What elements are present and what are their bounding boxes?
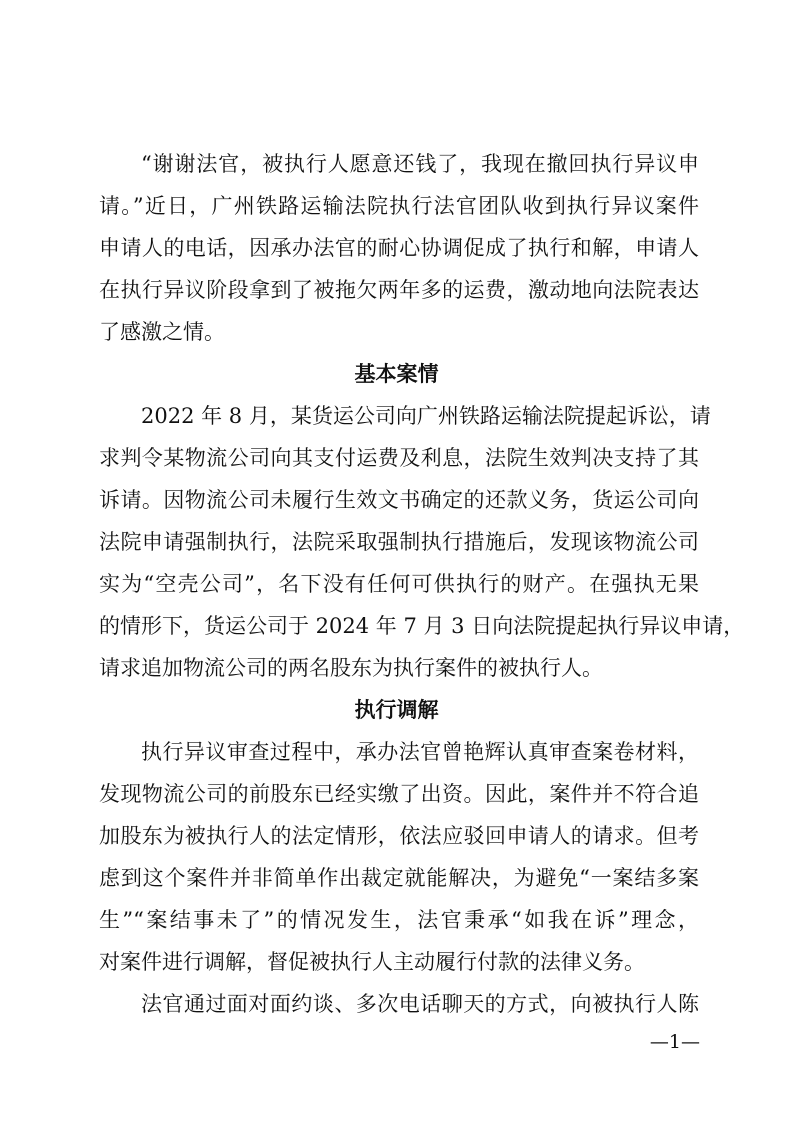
section-heading: 基本案情	[354, 362, 439, 386]
section-heading: 执行调解	[354, 698, 439, 722]
paragraph-line: 执行异议审查过程中，承办法官曾艳辉认真审查案卷材料，	[141, 740, 699, 764]
paragraph-line: 请。”近日，广州铁路运输法院执行法官团队收到执行异议案件	[99, 194, 699, 218]
paragraph-line: 求判令某物流公司向其支付运费及利息，法院生效判决支持了其	[99, 446, 699, 470]
paragraph-line: 了感激之情。	[99, 320, 225, 344]
paragraph-line: 虑到这个案件并非简单作出裁定就能解决，为避免“一案结多案	[99, 866, 699, 890]
paragraph-line: 请求追加物流公司的两名股东为执行案件的被执行人。	[99, 656, 603, 680]
paragraph-line: 诉请。因物流公司未履行生效文书确定的还款义务，货运公司向	[99, 488, 699, 512]
paragraph-line: 发现物流公司的前股东已经实缴了出资。因此，案件并不符合追	[99, 782, 699, 806]
paragraph-line: 对案件进行调解，督促被执行人主动履行付款的法律义务。	[99, 950, 645, 974]
paragraph-line: 实为“空壳公司”，名下没有任何可供执行的财产。在强执无果	[99, 572, 699, 596]
page-number: —1—	[649, 1031, 700, 1053]
paragraph-line: 法官通过面对面约谈、多次电话聊天的方式，向被执行人陈	[141, 992, 699, 1016]
paragraph-line: 申请人的电话，因承办法官的耐心协调促成了执行和解，申请人	[99, 236, 699, 260]
paragraph-line: 的情形下，货运公司于 2024 年 7 月 3 日向法院提起执行异议申请，	[99, 614, 745, 638]
paragraph-line: 法院申请强制执行，法院采取强制执行措施后，发现该物流公司	[99, 530, 699, 554]
paragraph-line: 加股东为被执行人的法定情形，依法应驳回申请人的请求。但考	[99, 824, 699, 848]
paragraph-line: 生”“案结事未了”的情况发生，法官秉承“如我在诉”理念，	[99, 908, 699, 932]
paragraph-line: 2022 年 8 月，某货运公司向广州铁路运输法院提起诉讼，请	[141, 404, 711, 428]
paragraph-line: “谢谢法官，被执行人愿意还钱了，我现在撤回执行异议申	[141, 152, 699, 176]
paragraph-line: 在执行异议阶段拿到了被拖欠两年多的运费，激动地向法院表达	[99, 278, 699, 302]
